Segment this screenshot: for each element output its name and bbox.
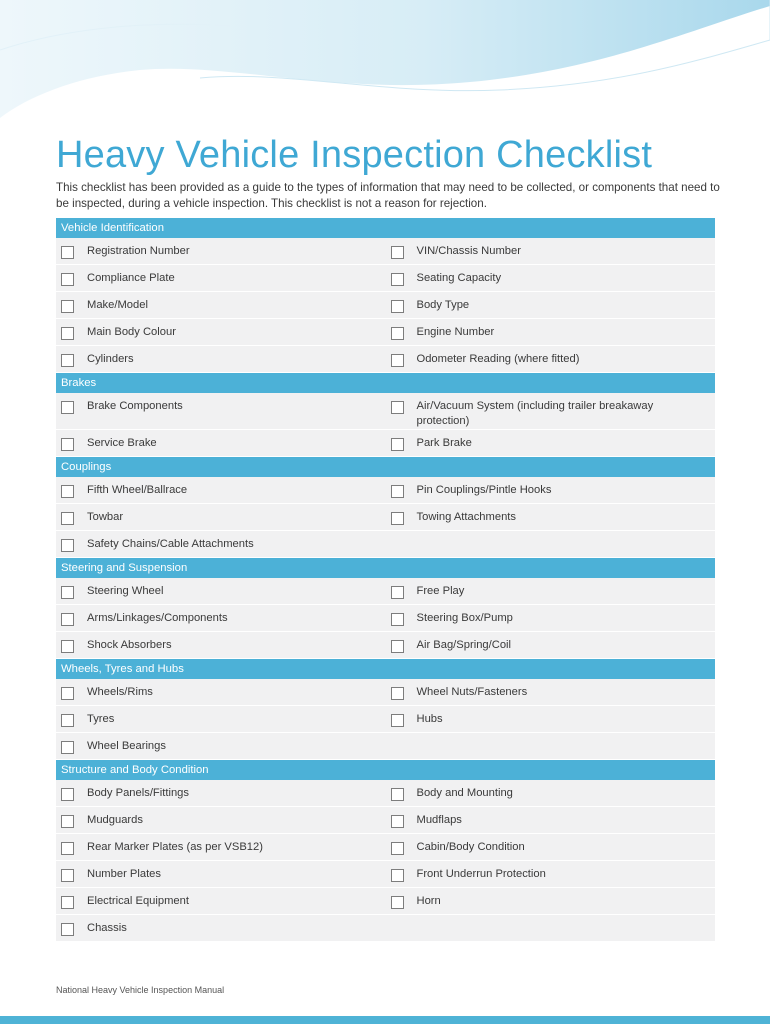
checkbox-park-brake[interactable] xyxy=(391,438,404,451)
checklist-cell xyxy=(386,346,716,372)
checklist-item-label: Cabin/Body Condition xyxy=(416,841,525,853)
checklist-item-label: Compliance Plate xyxy=(87,272,175,284)
page-title: Heavy Vehicle Inspection Checklist xyxy=(56,134,653,176)
checklist-cell xyxy=(386,915,716,941)
checkbox-steering-wheel[interactable] xyxy=(61,586,74,599)
checkbox-registration-number[interactable] xyxy=(61,246,74,259)
checklist-item-label: Mudguards xyxy=(87,814,143,826)
checkbox-towing-attachments[interactable] xyxy=(391,512,404,525)
checklist-row xyxy=(56,346,715,373)
checklist-cell xyxy=(56,319,386,345)
checklist-row xyxy=(56,679,715,706)
checklist-cell xyxy=(386,706,716,732)
checklist-item-label: Registration Number xyxy=(87,245,190,257)
checklist-item-label: Chassis xyxy=(87,922,127,934)
checklist-row xyxy=(56,888,715,915)
section-header-brakes: Brakes xyxy=(56,373,715,393)
checklist-row xyxy=(56,861,715,888)
checklist-item-label: Shock Absorbers xyxy=(87,639,172,651)
checklist-row xyxy=(56,915,715,942)
checkbox-number-plates[interactable] xyxy=(61,869,74,882)
checklist-item-label: Make/Model xyxy=(87,299,148,311)
checklist-row xyxy=(56,578,715,605)
checkbox-mudguards[interactable] xyxy=(61,815,74,828)
checkbox-towbar[interactable] xyxy=(61,512,74,525)
checklist-item-label: Towbar xyxy=(87,511,124,523)
checklist-item-label: Tyres xyxy=(87,713,115,725)
section-header-couplings: Couplings xyxy=(56,457,715,477)
checklist-item-label: Wheel Bearings xyxy=(87,740,166,752)
checklist-item-label: Hubs xyxy=(416,713,443,725)
checklist-cell xyxy=(56,265,386,291)
checkbox-shock-absorbers[interactable] xyxy=(61,640,74,653)
checklist-row xyxy=(56,504,715,531)
checkbox-air-bag-spring-coil[interactable] xyxy=(391,640,404,653)
checklist-row xyxy=(56,319,715,346)
checklist-cell xyxy=(386,834,716,860)
checklist-cell xyxy=(386,807,716,833)
checklist-cell xyxy=(56,679,386,705)
checkbox-electrical-equipment[interactable] xyxy=(61,896,74,909)
checklist-row xyxy=(56,531,715,558)
checklist-item-label: Horn xyxy=(416,895,441,907)
checkbox-body-and-mounting[interactable] xyxy=(391,788,404,801)
checklist-item-label: Towing Attachments xyxy=(416,511,516,523)
checklist-cell xyxy=(386,238,716,264)
checklist-cell xyxy=(56,605,386,631)
checklist-item-label: Mudflaps xyxy=(416,814,462,826)
checklist-item-label: Electrical Equipment xyxy=(87,895,189,907)
checklist-cell xyxy=(386,477,716,503)
checklist-item-label: Main Body Colour xyxy=(87,326,176,338)
checkbox-cabin-body-condition[interactable] xyxy=(391,842,404,855)
checkbox-pin-couplings-pintle-hooks[interactable] xyxy=(391,485,404,498)
checkbox-engine-number[interactable] xyxy=(391,327,404,340)
checklist-item-label: Free Play xyxy=(416,585,465,597)
checklist-cell xyxy=(386,265,716,291)
checkbox-main-body-colour[interactable] xyxy=(61,327,74,340)
checklist-cell xyxy=(56,807,386,833)
checklist-row xyxy=(56,780,715,807)
checklist-item-label: Body Panels/Fittings xyxy=(87,787,189,799)
checklist-cell xyxy=(386,578,716,604)
checkbox-wheel-nuts-fasteners[interactable] xyxy=(391,687,404,700)
section-header-structure-and-body-condition: Structure and Body Condition xyxy=(56,760,715,780)
checklist xyxy=(56,218,715,942)
checklist-cell xyxy=(386,292,716,318)
checklist-item-label: Body and Mounting xyxy=(416,787,513,799)
checkbox-brake-components[interactable] xyxy=(61,401,74,414)
checklist-cell xyxy=(56,706,386,732)
checklist-cell xyxy=(386,679,716,705)
checklist-row xyxy=(56,706,715,733)
checklist-cell xyxy=(56,238,386,264)
checklist-item-label: Wheels/Rims xyxy=(87,686,153,698)
checkbox-horn[interactable] xyxy=(391,896,404,909)
section-header-vehicle-identification: Vehicle Identification xyxy=(56,218,715,238)
checklist-row xyxy=(56,430,715,457)
checklist-cell xyxy=(56,393,386,429)
checklist-item-label: Air Bag/Spring/Coil xyxy=(416,639,512,651)
checklist-cell xyxy=(56,477,386,503)
checklist-row xyxy=(56,632,715,659)
checklist-cell xyxy=(386,733,716,759)
checklist-item-label: Steering Wheel xyxy=(87,585,164,597)
checklist-cell xyxy=(56,504,386,530)
checkbox-mudflaps[interactable] xyxy=(391,815,404,828)
checklist-item-label: Brake Components xyxy=(87,400,183,412)
checkbox-body-type[interactable] xyxy=(391,300,404,313)
checklist-cell xyxy=(56,888,386,914)
checklist-cell xyxy=(56,861,386,887)
checkbox-hubs[interactable] xyxy=(391,714,404,727)
checklist-cell xyxy=(56,430,386,456)
checklist-item-label: Service Brake xyxy=(87,437,157,449)
checkbox-wheel-bearings[interactable] xyxy=(61,741,74,754)
checklist-cell xyxy=(56,780,386,806)
section-header-steering-and-suspension: Steering and Suspension xyxy=(56,558,715,578)
checklist-cell xyxy=(386,632,716,658)
checklist-item-label: Air/Vacuum System (including trailer breakaway protection) xyxy=(416,400,654,427)
checklist-cell xyxy=(386,780,716,806)
decorative-wave-header xyxy=(0,0,770,125)
checklist-row xyxy=(56,265,715,292)
checklist-item-label: Engine Number xyxy=(416,326,495,338)
checklist-item-label: Cylinders xyxy=(87,353,134,365)
checkbox-odometer-reading-where-fitted[interactable] xyxy=(391,354,404,367)
checkbox-front-underrun-protection[interactable] xyxy=(391,869,404,882)
checkbox-body-panels-fittings[interactable] xyxy=(61,788,74,801)
checkbox-air-vacuum-system-including-trailer-breakaway-protection[interactable] xyxy=(391,401,404,414)
checklist-item-label: Rear Marker Plates (as per VSB12) xyxy=(87,841,263,853)
checklist-item-label: Arms/Linkages/Components xyxy=(87,612,228,624)
checklist-row xyxy=(56,807,715,834)
checkbox-safety-chains-cable-attachments[interactable] xyxy=(61,539,74,552)
checklist-cell xyxy=(56,292,386,318)
checklist-cell xyxy=(56,531,386,557)
checkbox-steering-box-pump[interactable] xyxy=(391,613,404,626)
checkbox-tyres[interactable] xyxy=(61,714,74,727)
checkbox-arms-linkages-components[interactable] xyxy=(61,613,74,626)
checklist-item-label: Wheel Nuts/Fasteners xyxy=(416,686,528,698)
checkbox-fifth-wheel-ballrace[interactable] xyxy=(61,485,74,498)
checklist-row xyxy=(56,238,715,265)
checkbox-compliance-plate[interactable] xyxy=(61,273,74,286)
checklist-cell xyxy=(386,319,716,345)
checklist-item-label: VIN/Chassis Number xyxy=(416,245,521,257)
checklist-row xyxy=(56,733,715,760)
checklist-item-label: Fifth Wheel/Ballrace xyxy=(87,484,188,496)
checklist-cell xyxy=(386,430,716,456)
checklist-cell xyxy=(56,346,386,372)
checkbox-seating-capacity[interactable] xyxy=(391,273,404,286)
checklist-row xyxy=(56,393,715,430)
checklist-item-label: Park Brake xyxy=(416,437,472,449)
checkbox-free-play[interactable] xyxy=(391,586,404,599)
checkbox-chassis[interactable] xyxy=(61,923,74,936)
checklist-row xyxy=(56,477,715,504)
checklist-cell xyxy=(386,531,716,557)
checklist-item-label: Odometer Reading (where fitted) xyxy=(416,353,580,365)
checkbox-rear-marker-plates-as-per-vsb12[interactable] xyxy=(61,842,74,855)
checklist-row xyxy=(56,292,715,319)
checklist-cell xyxy=(386,504,716,530)
checklist-cell xyxy=(56,578,386,604)
checklist-cell xyxy=(386,393,716,429)
section-header-wheels-tyres-and-hubs: Wheels, Tyres and Hubs xyxy=(56,659,715,679)
checklist-cell xyxy=(56,834,386,860)
footer-text: National Heavy Vehicle Inspection Manual xyxy=(56,985,225,995)
checklist-cell xyxy=(56,632,386,658)
checklist-cell xyxy=(386,888,716,914)
checklist-item-label: Steering Box/Pump xyxy=(416,612,513,624)
checklist-cell xyxy=(386,861,716,887)
checklist-row xyxy=(56,834,715,861)
checklist-item-label: Front Underrun Protection xyxy=(416,868,546,880)
checkbox-wheels-rims[interactable] xyxy=(61,687,74,700)
intro-text: This checklist has been provided as a guide to the types of information that may need to be collected, or components that need to be inspected, during a vehicle inspection. This checklist is not a reason for rejection. xyxy=(56,181,720,210)
checklist-cell xyxy=(386,605,716,631)
checkbox-make-model[interactable] xyxy=(61,300,74,313)
checkbox-vin-chassis-number[interactable] xyxy=(391,246,404,259)
checklist-item-label: Seating Capacity xyxy=(416,272,502,284)
checkbox-cylinders[interactable] xyxy=(61,354,74,367)
checklist-cell xyxy=(56,915,386,941)
checklist-item-label: Safety Chains/Cable Attachments xyxy=(87,538,254,550)
checklist-item-label: Number Plates xyxy=(87,868,161,880)
checkbox-service-brake[interactable] xyxy=(61,438,74,451)
checklist-cell xyxy=(56,733,386,759)
checklist-row xyxy=(56,605,715,632)
footer-bar xyxy=(0,1016,770,1024)
checklist-item-label: Body Type xyxy=(416,299,470,311)
checklist-item-label: Pin Couplings/Pintle Hooks xyxy=(416,484,552,496)
